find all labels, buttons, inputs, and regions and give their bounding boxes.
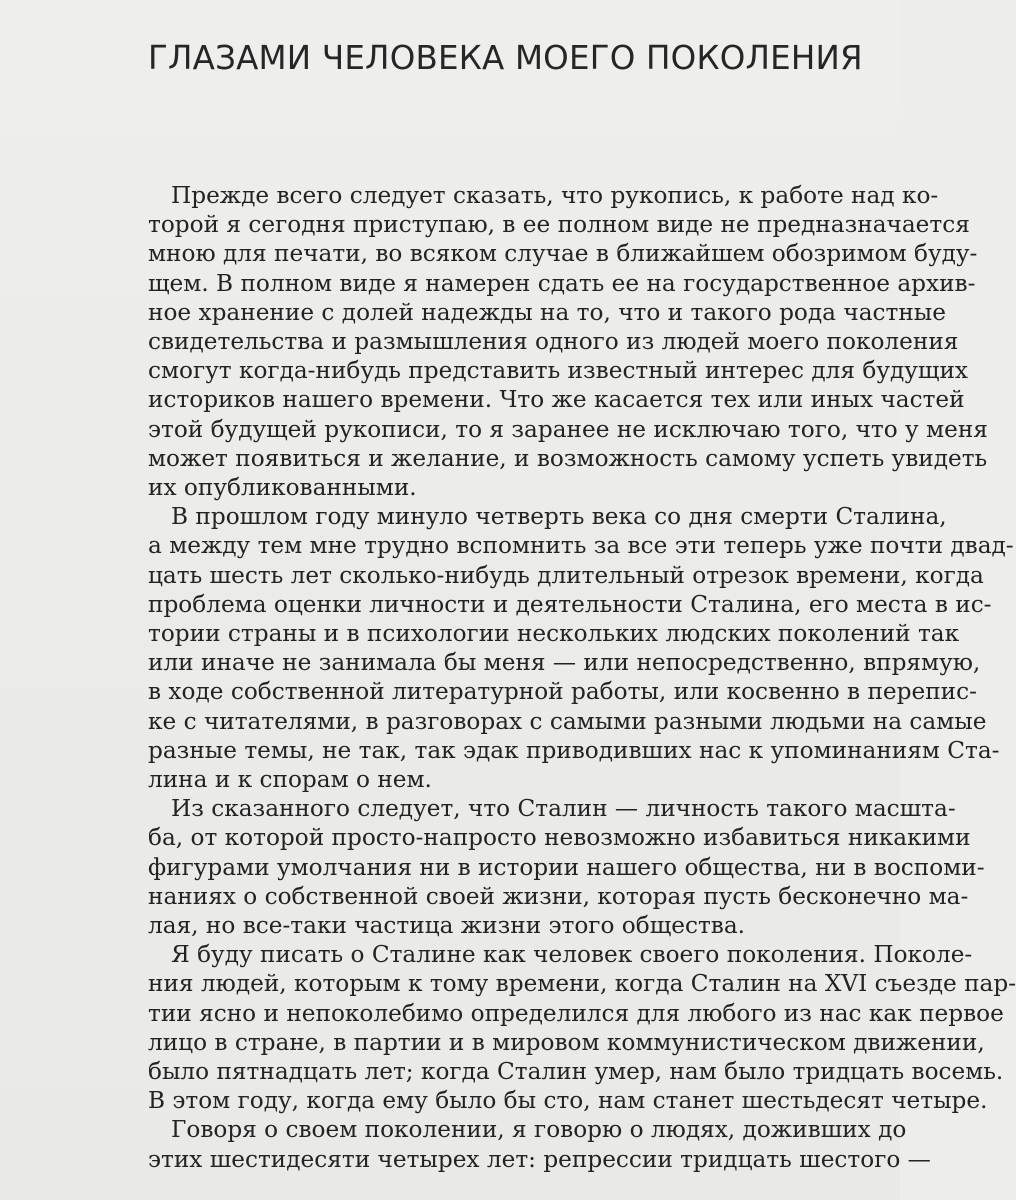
text-line: торой я сегодня приступаю, в ее полном виде не предназначается [148,211,970,239]
text-line: щем. В полном виде я намерен сдать ее на государственное архив- [148,269,976,297]
text-line: наниях о собственной своей жизни, которая пусть бесконечно ма- [148,882,969,910]
text-line: В этом году, когда ему было бы сто, нам станет шестьдесят четыре. [148,1087,988,1115]
text-line: тории страны и в психологии нескольких людских поколений так [148,620,960,647]
text-line: может появиться и желание, и возможность самому успеть увидеть [148,444,988,472]
text-line: лина и к спорам о нем. [148,766,432,793]
text-line: в ходе собственной литературной работы, или косвенно в перепис- [148,678,977,706]
text-line: Я буду писать о Сталине как человек своего поколения. Поколе- [171,941,973,969]
text-line: было пятнадцать лет; когда Сталин умер, нам было тридцать восемь. [148,1058,1004,1085]
text-line: тии ясно и непоколебимо определился для любого из нас как первое [148,999,1004,1027]
text-line: фигурами умолчания ни в истории нашего общества, ни в воспоми- [148,853,985,881]
text-line: смогут когда-нибудь представить известный интерес для будущих [148,357,968,385]
text-line: Говоря о своем поколении, я говорю о людях, доживших до [171,1116,907,1144]
text-line: историков нашего времени. Что же касается тех или иных частей [148,386,965,414]
text-line: разные темы, не так, так эдак приводивших нас к упоминаниям Ста- [148,736,1000,764]
text-line: а между тем мне трудно вспомнить за все эти теперь уже почти двад- [148,532,1014,560]
text-line: лая, но все-таки частица жизни этого общества. [148,912,746,939]
text-line: свидетельства и размышления одного из людей моего поколения [148,328,959,355]
chapter-title: ГЛАЗАМИ ЧЕЛОВЕКА МОЕГО ПОКОЛЕНИЯ [148,39,863,77]
text-line: лицо в стране, в партии и в мировом коммунистическом движении, [148,1028,985,1056]
text-line: Из сказанного следует, что Сталин — личность такого масшта- [171,795,956,823]
text-line: В прошлом году минуло четверть века со дня смерти Сталина, [171,503,947,531]
text-line: ке с читателями, в разговорах с самыми разными людьми на самые [148,707,987,735]
text-line: мною для печати, во всяком случае в ближайшем обозримом буду- [148,240,978,268]
text-line: ное хранение с долей надежды на то, что и такого рода частные [148,298,946,326]
text-line: этой будущей рукописи, то я заранее не исключаю того, что у меня [148,415,988,443]
text-line: ния людей, которым к тому времени, когда Сталин на XVI съезде пар- [148,970,1016,998]
text-line: цать шесть лет сколько-нибудь длительный отрезок времени, когда [148,561,984,589]
text-line: их опубликованными. [148,474,417,501]
text-line: проблема оценки личности и деятельности Сталина, его места в ис- [148,590,992,618]
text-line: этих шестидесяти четырех лет: репрессии тридцать шестого — [148,1145,931,1173]
text-line: ба, от которой просто-напросто невозможно избавиться никакими [148,824,971,852]
text-line: Прежде всего следует сказать, что рукопись, к работе над ко- [171,182,939,209]
text-line: или иначе не занимала бы меня — или непосредственно, впрямую, [148,649,981,677]
